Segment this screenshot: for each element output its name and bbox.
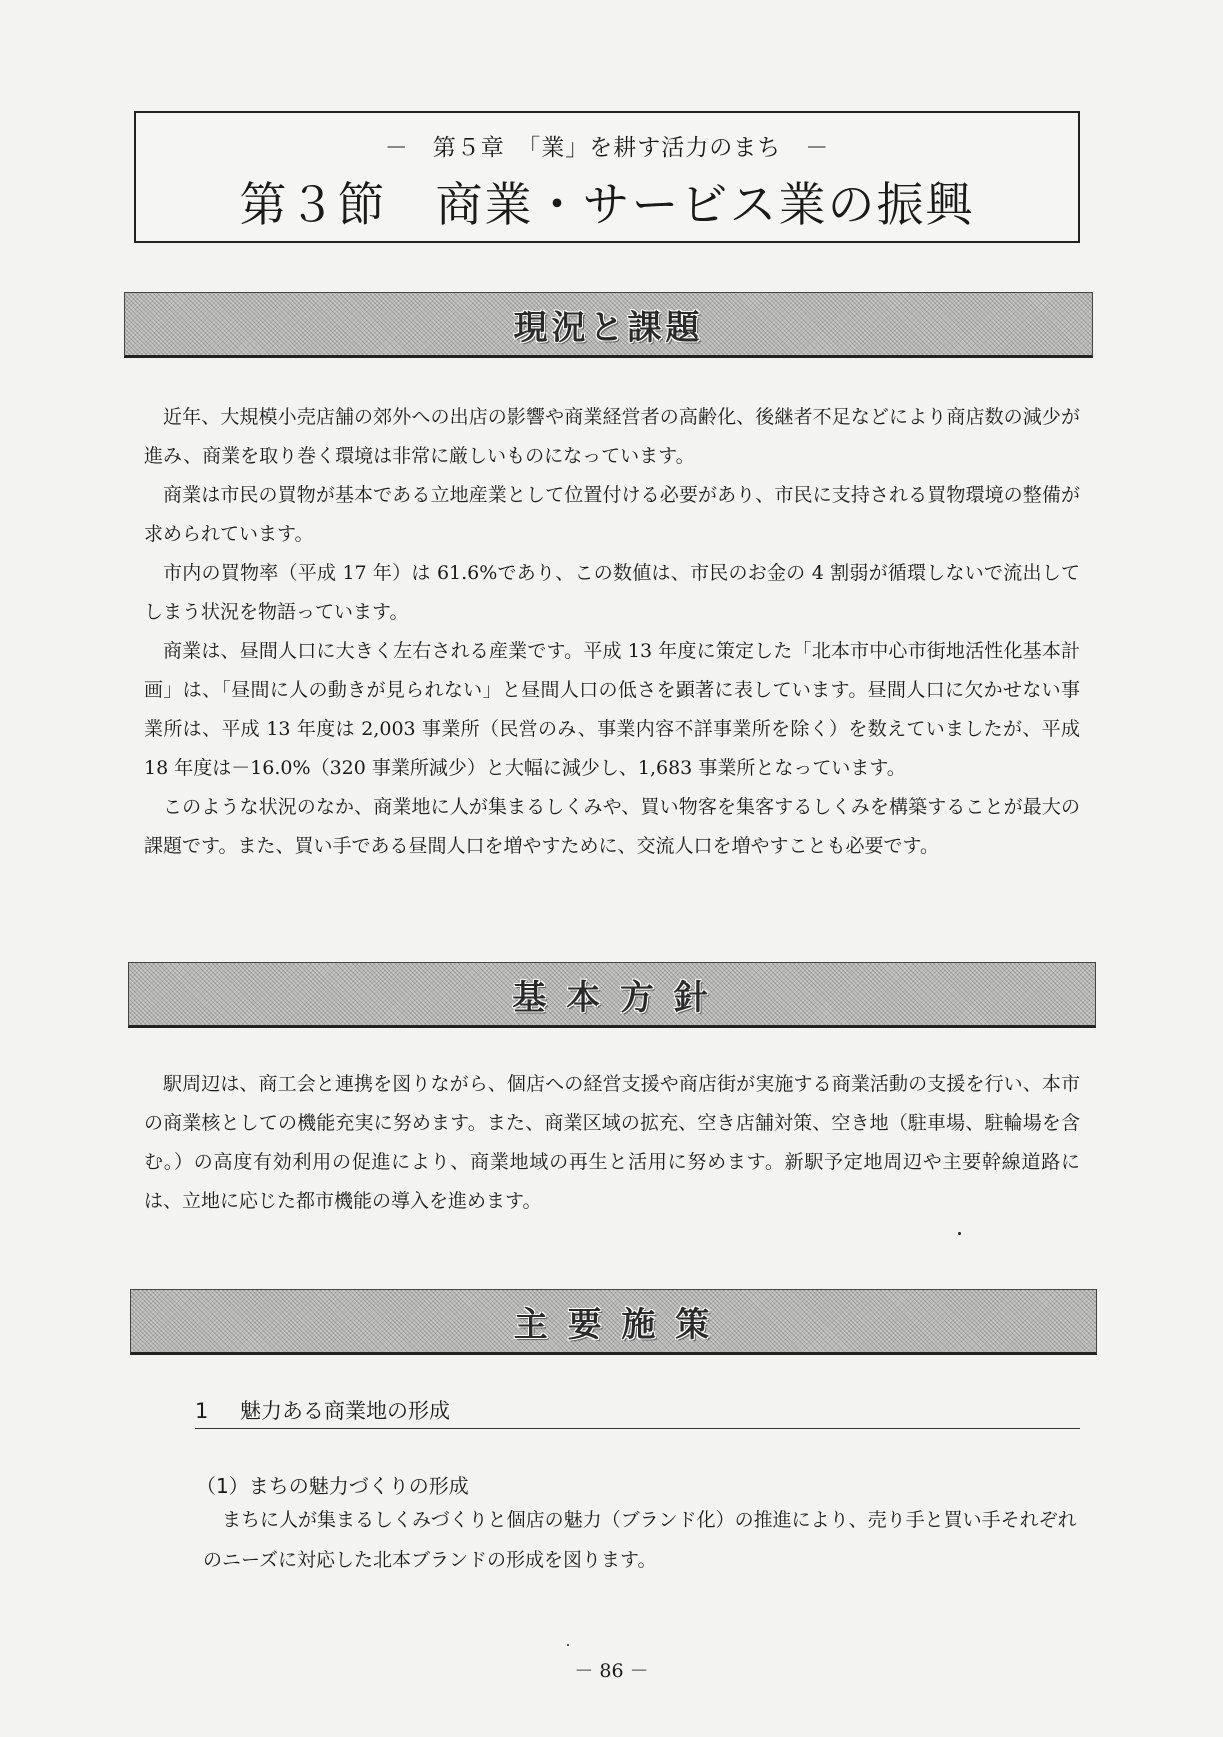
banner-basic-policy-title: 基 本 方 針	[512, 977, 712, 1018]
stray-dot	[567, 1644, 569, 1646]
sub-measure-heading: （1）まちの魅力づくりの形成	[196, 1474, 469, 1498]
banner-main-measures-title: 主 要 施 策	[513, 1304, 714, 1345]
stray-dot	[958, 1232, 961, 1235]
chapter-heading: － 第５章 「業」を耕す活力のまち －	[384, 135, 830, 161]
paragraph: 商業は、昼間人口に大きく左右される産業です。平成 13 年度に策定した「北本市中心市街地活性化基本計画」は、「昼間に人の動きが見られない」と昼間人口の低さを顕著に表しています。昼間人口に欠かせない事業所は、平成 13 年度は 2,003 事業所（民営のみ、事業内容不詳事業所を除く）を数えていましたが、平成 18 年度は－16.0%（320 事業所減少）と大幅に減少し、1,683 事業所となっています。	[144, 640, 1080, 779]
banner-current-status	[124, 292, 1093, 358]
banner-basic-policy	[128, 962, 1096, 1028]
paragraph: 市内の買物率（平成 17 年）は 61.6%であり、この数値は、市民のお金の 4 割弱が循環しないで流出してしまう状況を物語っています。	[144, 562, 1080, 623]
measure-number: 1	[195, 1399, 209, 1423]
paragraph: 商業は市民の買物が基本である立地産業として位置付ける必要があり、市民に支持される買物環境の整備が求められています。	[144, 484, 1080, 545]
paragraph: 駅周辺は、商工会と連携を図りながら、個店への経営支援や商店街が実施する商業活動の支援を行い、本市の商業核としての機能充実に努めます。また、商業区域の拡充、空き店舗対策、空き地（駐車場、駐輪場を含む。）の高度有効利用の促進により、商業地域の再生と活用に努めます。新駅予定地周辺や主要幹線道路には、立地に応じた都市機能の導入を進めます。	[144, 1073, 1080, 1212]
banner-main-measures	[130, 1289, 1097, 1355]
section-heading: 第３節 商業・サービス業の振興	[239, 178, 975, 233]
measure-title: 魅力ある商業地の形成	[240, 1399, 450, 1423]
sub-measure-body: まちに人が集まるしくみづくりと個店の魅力（ブランド化）の推進により、売り手と買い手それぞれのニーズに対応した北本ブランドの形成を図ります。	[203, 1509, 1077, 1571]
basic-policy-body	[144, 1065, 1080, 1221]
measure-heading	[195, 1395, 1080, 1429]
page-number: － 86 －	[574, 1660, 649, 1682]
chapter-title-box	[134, 111, 1080, 243]
current-status-body	[144, 398, 1080, 866]
paragraph: このような状況のなか、商業地に人が集まるしくみや、買い物客を集客するしくみを構築することが最大の課題です。また、買い手である昼間人口を増やすために、交流人口を増やすことも必要です。	[144, 796, 1080, 857]
paragraph: 近年、大規模小売店舗の郊外への出店の影響や商業経営者の高齢化、後継者不足などにより商店数の減少が進み、商業を取り巻く環境は非常に厳しいものになっています。	[144, 406, 1080, 467]
banner-current-status-title: 現況と課題	[513, 307, 704, 348]
